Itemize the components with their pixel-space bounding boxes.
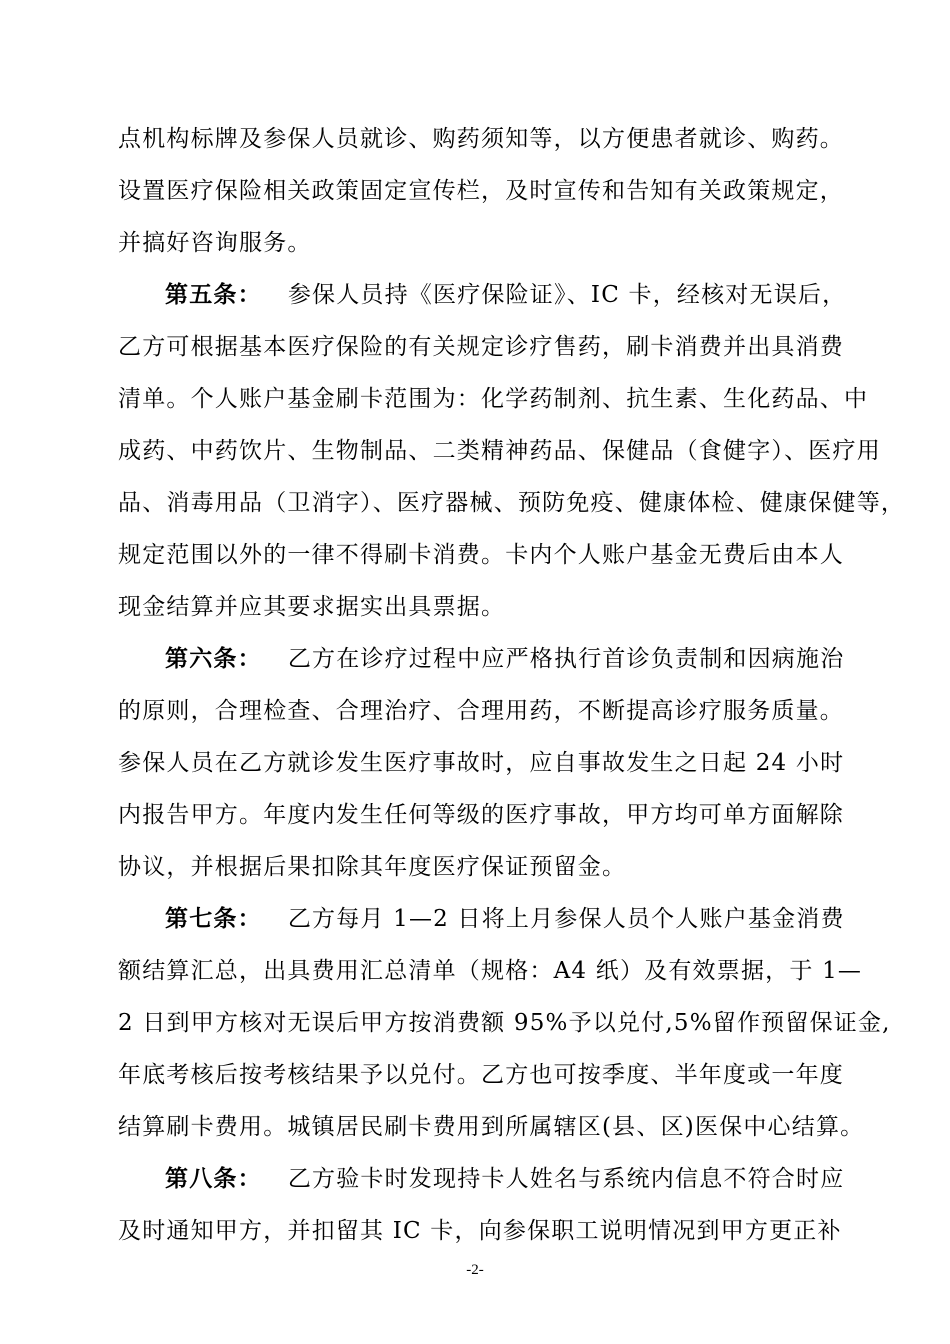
paragraph-line: 年底考核后按考核结果予以兑付。乙方也可按季度、半年度或一年度 xyxy=(118,1062,844,1088)
article-7-first-line xyxy=(165,904,905,934)
article-6-text: 乙方在诊疗过程中应严格执行首诊负责制和因病施治 xyxy=(287,646,845,672)
paragraph-line: 内报告甲方。年度内发生任何等级的医疗事故，甲方均可单方面解除 xyxy=(118,802,844,828)
paragraph-line: 品、消毒用品（卫消字）、医疗器械、预防免疫、健康体检、健康保健等， xyxy=(118,490,906,516)
article-8-heading: 第八条： xyxy=(165,1165,262,1192)
paragraph-line: 清单。个人账户基金刷卡范围为：化学药制剂、抗生素、生化药品、中 xyxy=(118,386,869,412)
paragraph-line: 结算刷卡费用。城镇居民刷卡费用到所属辖区(县、区)医保中心结算。 xyxy=(118,1114,865,1140)
article-6-heading: 第六条： xyxy=(165,645,262,672)
article-5-first-line xyxy=(165,280,905,310)
article-5-heading: 第五条： xyxy=(165,281,262,308)
paragraph-line: 协议，并根据后果扣除其年度医疗保证预留金。 xyxy=(118,854,627,880)
paragraph-line: 2 日到甲方核对无误后甲方按消费额 95%予以兑付,5%留作预留保证金, xyxy=(118,1010,891,1036)
paragraph-line: 设置医疗保险相关政策固定宣传栏，及时宣传和告知有关政策规定， xyxy=(118,178,844,204)
paragraph-line: 的原则，合理检查、合理治疗、合理用药，不断提高诊疗服务质量。 xyxy=(118,698,844,724)
paragraph-line: 参保人员在乙方就诊发生医疗事故时，应自事故发生之日起 24 小时 xyxy=(118,750,845,776)
article-6-first-line xyxy=(165,644,905,674)
article-7-heading: 第七条： xyxy=(165,905,262,932)
article-8-text: 乙方验卡时发现持卡人姓名与系统内信息不符合时应 xyxy=(287,1166,845,1192)
article-8-first-line xyxy=(165,1164,905,1194)
article-7-text: 乙方每月 1—2 日将上月参保人员个人账户基金消费 xyxy=(287,906,845,932)
paragraph-line: 点机构标牌及参保人员就诊、购药须知等，以方便患者就诊、购药。 xyxy=(118,126,844,152)
page-number: -2- xyxy=(466,1262,484,1278)
paragraph-line: 规定范围以外的一律不得刷卡消费。卡内个人账户基金无费后由本人 xyxy=(118,542,844,568)
article-5-text: 参保人员持《医疗保险证》、IC 卡，经核对无误后， xyxy=(287,282,847,308)
paragraph-line: 乙方可根据基本医疗保险的有关规定诊疗售药，刷卡消费并出具消费 xyxy=(118,334,844,360)
paragraph-line: 额结算汇总，出具费用汇总清单（规格：A4 纸）及有效票据，于 1— xyxy=(118,958,863,984)
paragraph-line: 成药、中药饮片、生物制品、二类精神药品、保健品（食健字）、医疗用 xyxy=(118,438,881,464)
paragraph-line: 现金结算并应其要求据实出具票据。 xyxy=(118,594,506,620)
paragraph-line: 及时通知甲方，并扣留其 IC 卡，向参保职工说明情况到甲方更正补 xyxy=(118,1218,842,1244)
paragraph-line: 并搞好咨询服务。 xyxy=(118,230,312,256)
